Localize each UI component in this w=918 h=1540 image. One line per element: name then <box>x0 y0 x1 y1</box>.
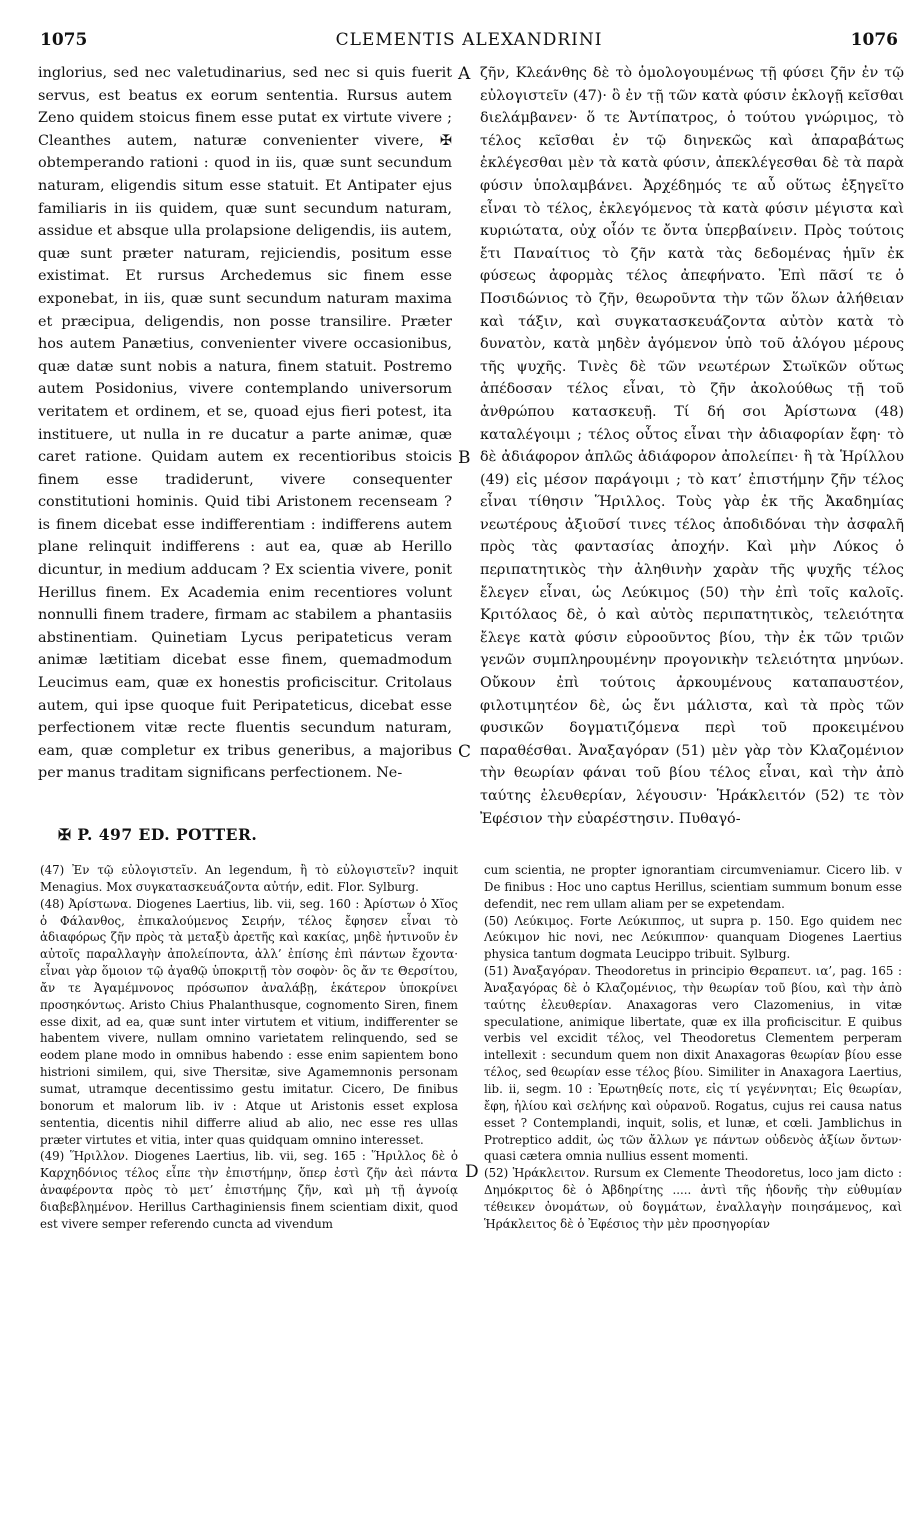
greek-paragraph: ζῆν, Κλεάνθης δὲ τὸ ὁμολογουμένως τῇ φύσει ζῆν ἐν τῷ εὐλογιστεῖν (47)· ὃ ἐν τῇ τῶν κατὰ φύσιν ἐκλογῇ κεῖσθαι διελάμβανεν· ὅ τε Ἀντίπατρος, ὁ τούτου γνώριμος, τὸ τέλος κεῖσθαι ἐν τῷ διηνεκῶς καὶ ἀπαραβάτως ἐκλέγεσθαι μὲν τὰ κατὰ φύσιν, ἀπεκλέγεσθαι δὲ τὰ παρὰ φύσιν ὑπολαμβάνει. Ἀρχέδημός τε αὖ οὕτως ἐξηγεῖτο εἶναι τὸ τέλος, ἐκλεγόμενος τὰ κατὰ φύσιν μέγιστα καὶ κυριώτατα, οὐχ οἷόν τε ὄντα ὑπερβαίνειν. Πρὸς τούτοις ἔτι Παναίτιος τὸ ζῆν κατὰ τὰς δεδομένας ἡμῖν ἐκ φύσεως ἀφορμὰς τέλος ἀπεφήνατο. Ἐπὶ πᾶσί τε ὁ Ποσιδώνιος τὸ ζῆν, θεωροῦντα τὴν τῶν ὅλων ἀλήθειαν καὶ τάξιν, καὶ συγκατασκευάζοντα αὐτὸν κατὰ τὸ δυνατὸν, κατὰ μηδὲν ἀγόμενον ὑπὸ τοῦ ἀλόγου μέρους τῆς ψυχῆς. Τινὲς δὲ τῶν νεωτέρων Στωϊκῶν οὕτως ἀπέδοσαν τέλος εἶναι, τὸ ζῆν ἀκολούθως τῇ τοῦ ἀνθρώπου κατασκευῇ. Τί δή σοι Ἀρίστωνα (48) καταλέγοιμι ; τέλος οὗτος εἶναι τὴν ἀδιαφορίαν ἔφη· τὸ δὲ ἀδιάφορον ἁπλῶς ἀδιάφορον ἀπολείπει· ἢ τὰ Ἡρίλλου (49) εἰς μέσον παράγοιμι ; τὸ κατ’ ἐπιστήμην ζῆν τέλος εἶναι τίθησιν Ἥριλλος. Τοὺς γὰρ ἐκ τῆς Ἀκαδημίας νεωτέρους ἀξιοῦσί τινες τέλος ἀποδιδόναι τὴν ἀσφαλῆ πρὸς τὰς φαντασίας ἀποχήν. Καὶ μὴν Λύκος ὁ περιπατητικὸς τὴν ἀληθινὴν χαρὰν τῆς ψυχῆς τέλος ἔλεγεν εἶναι, ὡς Λεύκιμος (50) τὴν ἐπὶ τοῖς καλοῖς. Κριτόλαος δὲ, ὁ καὶ αὐτὸς περιπατητικὸς, τελειότητα ἔλεγε κατὰ φύσιν εὐροοῦντος βίου, τὴν ἐκ τῶν τριῶν γενῶν συμπληρουμένην προγονικὴν τελειότητα μηνύων. Οὔκουν ἐπὶ τούτοις ἀρκουμένους καταπαυστέον, φιλοτιμητέον δὲ, ὡς ἔνι μάλιστα, καὶ τὰ πρὸς τῶν φυσικῶν δογματιζόμενα περὶ τοῦ προκειμένου παραθέσθαι. Ἀναξαγόραν (51) μὲν γὰρ τὸν Κλαζομένιον τὴν θεωρίαν φάναι τοῦ βίου τέλος εἶναι, καὶ τὴν ἀπὸ ταύτης ἐλευθερίαν, λέγουσιν· Ἡράκλειτόν (52) τε τὸν Ἐφέσιον τὴν εὐαρέστησιν. Πυθαγό- <box>480 65 904 827</box>
footnote-48: (48) Ἀρίστωνα. Diogenes Laertius, lib. vii, seg. 160 : Ἀρίστων ὁ Χῖος ὁ Φάλανθος, ἐπικαλούμενος Σειρήν, τέλος ἔφησεν εἶναι τὸ ἀδιαφόρως ζῆν πρὸς τὰ μεταξὺ ἀρετῆς καὶ κακίας, μηδὲ ἡντινοῦν ἐν αὐτοῖς παραλλαγὴν ἀπολείποντα, ἀλλ’ ἐπίσης ἐπὶ πάντων ἔχοντα· εἶναι γὰρ ὅμοιον τῷ ἀγαθῷ ὑποκριτῇ τὸν σοφὸν· ὃς ἄν τε Θερσίτου, ἄν τε Ἀγαμέμνονος πρόσωπον ἀναλάβῃ, ἑκάτερον ὑποκρίνει προσηκόντως. Aristo Chius Phalanthusque, cognomento Siren, finem esse dixit, ad ea, quæ sunt inter virtutem et vitium, indifferenter se habentem vivere, nullam omnino varietatem relinquendo, sed se eodem plane modo in omnibus habendo : esse enim sapientem bono histrioni similem, qui, sive Thersitæ, sive Agamemnonis personam sumat, utramque decentissimo gestu imitatur. Cicero, De finibus bonorum et malorum lib. iv : Atque ut Aristonis esset explosa sententia, dicentis nihil differre aliud ab alio, nec esse res ullas præter virtutes et vitia, inter quas quidquam omnino interesset. <box>40 896 458 1147</box>
footnote-47: (47) Ἐν τῷ εὐλογιστεῖν. An legendum, ἢ τὸ εὐλογιστεῖν? inquit Menagius. Mox συγκατασκευάζοντα αὐτήν, edit. Flor. Sylburg. <box>40 863 458 894</box>
page-number-left: 1075 <box>40 30 88 50</box>
running-title: CLEMENTIS ALEXANDRINI <box>335 30 603 50</box>
page-header <box>40 30 898 54</box>
section-marker-b: B <box>458 448 471 468</box>
footnote-49-continued: cum scientia, ne propter ignorantiam circumveniamur. Cicero lib. v De finibus : Hoc uno captus Herillus, scientiam summum bonum esse defendit, nec rem ullam aliam per se expetendam. <box>484 863 902 911</box>
edition-reference: ✠ P. 497 ED. POTTER. <box>58 825 258 844</box>
latin-paragraph: inglorius, sed nec valetudinarius, sed nec si quis fuerit servus, est beatus ex eorum sententia. Rursus autem Zeno quidem stoicus finem esse putat ex virtute vivere ; Cleanthes autem, naturæ convenienter vivere, ✠ obtemperando rationi : quod in iis, quæ sunt secundum naturam, eligendis situm esse statuit. Et Antipater ejus familiaris in iis quidem, quæ sunt secundum naturam, assidue et absque ulla prolapsione deligendis, iis autem, quæ sunt præter naturam, rejiciendis, positum esse existimat. Et rursus Archedemus sic finem esse exponebat, in iis, quæ sunt secundum naturam maxima et præcipua, deligendis, non posse transilire. Præter hos autem Panætius, convenienter vivere occasionibus, quæ datæ sunt nobis a natura, finem statuit. Postremo autem Posidonius, vivere contemplando universorum veritatem et ordinem, et se, quoad ejus fieri potest, ita instituere, ut nulla in re ducatur a parte animæ, quæ caret ratione. Quidam autem ex recentioribus stoicis finem esse tradiderunt, vivere consequenter constitutioni hominis. Quid tibi Aristonem recenseam ? is finem dicebat esse indifferentiam : indifferens autem plane relinquit indifferens : aut ea, quæ ab Herillo dicuntur, in medium adducam ? Ex scientia vivere, ponit Herillus finem. Ex Academia enim recentiores volunt nonnulli finem tradere, firmam ac stabilem a phantasiis abstinentiam. Quinetiam Lycus peripateticus veram animæ lætitiam dicebat esse finem, quemadmodum Leucimus eam, quæ ex honestis proficiscitur. Critolaus autem, qui ipse quoque fuit Peripateticus, dicebat esse perfectionem vitæ recte fluentis secundum naturam, eam, quæ completur ex tribus generibus, a majoribus per manus traditam significans perfectionem. Ne- <box>38 65 452 782</box>
greek-column <box>480 62 904 830</box>
page-number-right: 1076 <box>850 30 898 50</box>
section-marker-d: D <box>465 1162 479 1182</box>
section-marker-c: C <box>458 742 472 762</box>
footnote-52: (52) Ἡράκλειτον. Rursum ex Clemente Theodoretus, loco jam dicto : Δημόκριτος δὲ ὁ Ἀβδηρίτης ..... ἀντὶ τῆς ἡδονῆς τὴν εὐθυμίαν τέθεικεν ὀνομάτων, οὐ δογμάτων, ἐναλλαγὴν ποιησάμενος, καὶ Ἡράκλειτος δὲ ὁ Ἐφέσιος τὴν μὲν προσηγορίαν <box>484 1166 902 1231</box>
footnote-51: (51) Ἀναξαγόραν. Theodoretus in principio Θεραπευτ. ια’, pag. 165 : Ἀναξαγόρας δὲ ὁ Κλαζομένιος, τὴν θεωρίαν τοῦ βίου, καὶ τὴν ἀπὸ ταύτης ἐλευθερίαν. Anaxagoras vero Clazomenius, in vitæ speculatione, animique libertate, quæ ex illa proficiscitur. E quibus verbis vel excidit τέλος, vel Theodoretus Clementem perperam intellexit : secundum quem non dixit Anaxagoras θεωρίαν βίου esse τέλος, sed θεωρίαν esse τέλος βίου. Similiter in Anaxagora Laertius, lib. ii, segm. 10 : Ἐρωτηθείς ποτε, εἰς τί γεγέννηται; Εἰς θεωρίαν, ἔφη, ἡλίου καὶ σελήνης καὶ οὐρανοῦ. Rogatus, cujus rei causa natus esset ? Contemplandi, inquit, solis, et lunæ, et cœli. Jamblichus in Protreptico addit, ὡς τῶν ἄλλων γε πάντων οὐδενὸς ἀξίων ὄντων· quasi cætera omnia nullius essent momenti. <box>484 964 902 1164</box>
footnote-50: (50) Λεύκιμος. Forte Λεύκιππος, ut supra p. 150. Ego quidem nec Λεύκιμον hic novi, nec Λεύκιππον· quanquam Diogenes Laertius physica tantum dogmata Leucippo tribuit. Sylburg. <box>484 913 902 962</box>
latin-column <box>38 62 452 785</box>
footnotes-left <box>40 862 458 1233</box>
footnotes-right <box>484 862 902 1233</box>
section-marker-a: A <box>458 64 471 84</box>
footnote-49: (49) Ἥριλλον. Diogenes Laertius, lib. vii, seg. 165 : Ἥριλλος δὲ ὁ Καρχηδόνιος τέλος εἶπε τὴν ἐπιστήμην, ὅπερ ἐστὶ ζῆν ἀεὶ πάντα ἀναφέροντα πρὸς τὸ μετ’ ἐπιστήμης ζῆν, καὶ μὴ τῇ ἀγνοίᾳ διαβεβλημένον. Herillus Carthaginiensis finem scientiam dixit, quod est vivere semper referendo cuncta ad vivendum <box>40 1149 458 1231</box>
